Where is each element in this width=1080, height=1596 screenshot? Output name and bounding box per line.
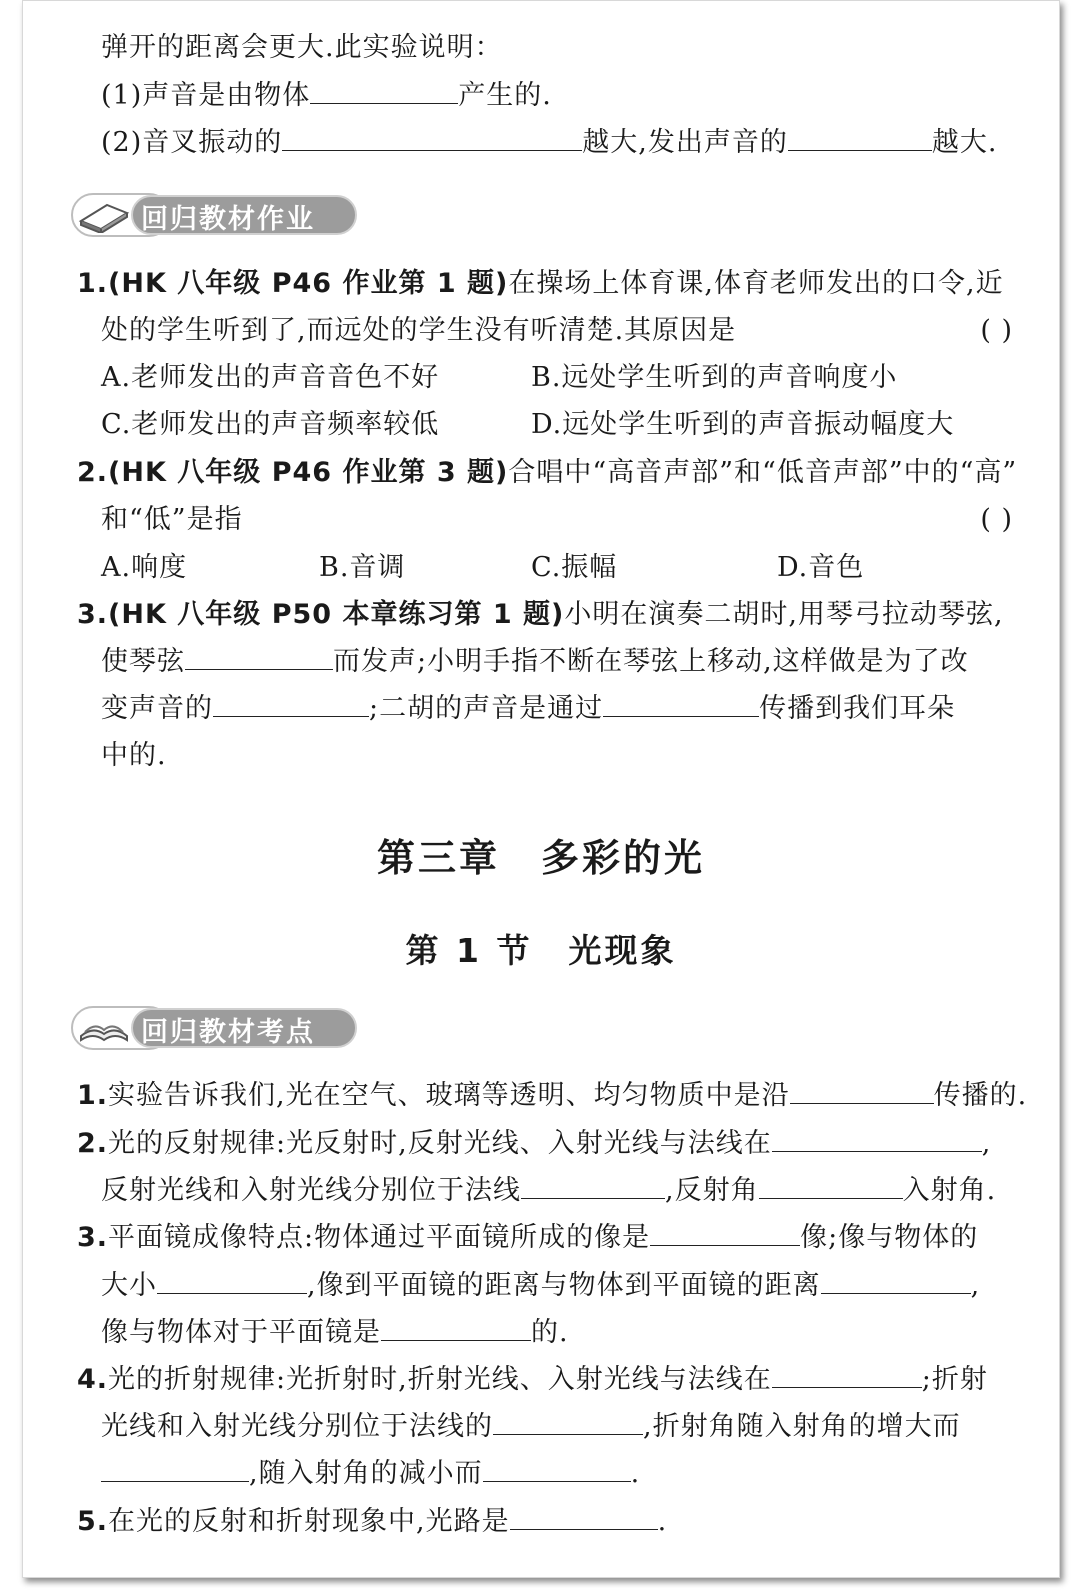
keypoint-2	[77, 1127, 1013, 1161]
answer-blank[interactable]	[603, 692, 759, 717]
keypoint-number: 2.	[77, 1128, 109, 1159]
answer-blank[interactable]	[772, 1127, 982, 1152]
banner-label: 回归教材考点	[141, 1017, 315, 1048]
keypoint-4-line-3	[101, 1457, 1013, 1491]
keypoint-text: 在光的反射和折射现象中,光路是	[108, 1506, 510, 1537]
question-3-line-3	[101, 692, 1013, 726]
text: 产生的.	[458, 80, 552, 111]
question-text: 中的.	[101, 740, 167, 771]
answer-parentheses[interactable]: ( )	[980, 315, 1013, 346]
question-text: 变声音的	[101, 693, 213, 724]
question-1-line-2	[101, 314, 1013, 348]
section-title: 第 1 节 光现象	[405, 931, 677, 970]
keypoint-text: ,	[981, 1128, 992, 1159]
answer-blank[interactable]	[185, 645, 333, 670]
question-source: (HK 八年级 P46 作业第 3 题)	[108, 457, 509, 488]
option-c[interactable]: C.老师发出的声音频率较低	[101, 409, 440, 440]
answer-blank[interactable]	[788, 126, 932, 151]
answer-blank[interactable]	[381, 1316, 531, 1341]
text: 越大.	[931, 127, 998, 158]
keypoint-text: ,反射角	[665, 1175, 759, 1206]
answer-blank[interactable]	[483, 1457, 631, 1482]
question-text: 小明在演奏二胡时,用琴弓拉动琴弦,	[564, 599, 1004, 630]
answer-blank[interactable]	[157, 1269, 307, 1294]
question-3-line-2	[101, 645, 1013, 679]
answer-blank[interactable]	[790, 1079, 934, 1104]
option-b[interactable]: B.音调	[319, 552, 406, 583]
keypoint-text: 像;像与物体的	[800, 1222, 979, 1253]
question-text: 而发声;小明手指不断在琴弦上移动,这样做是为了改	[333, 646, 969, 677]
keypoint-text: .	[630, 1458, 641, 1489]
option-c[interactable]: C.振幅	[531, 552, 618, 583]
open-book-icon	[77, 1010, 131, 1046]
worksheet-page	[22, 0, 1060, 1578]
keypoint-3-line-2	[101, 1269, 1013, 1303]
answer-blank[interactable]	[213, 692, 369, 717]
question-text: 传播到我们耳朵	[759, 693, 956, 724]
answer-blank[interactable]	[282, 126, 582, 151]
text: (1)声音是由物体	[101, 80, 311, 111]
book-icon	[77, 197, 131, 233]
question-source: (HK 八年级 P50 本章练习第 1 题)	[108, 599, 565, 630]
question-source: (HK 八年级 P46 作业第 1 题)	[108, 268, 509, 299]
keypoint-text: 平面镜成像特点:物体通过平面镜所成的像是	[108, 1222, 651, 1253]
option-d[interactable]: D.远处学生听到的声音振动幅度大	[531, 409, 955, 440]
keypoint-text: 的.	[531, 1317, 569, 1348]
question-number: 2.	[77, 457, 109, 488]
keypoint-3	[77, 1221, 1013, 1255]
keypoint-3-line-3	[101, 1316, 1013, 1350]
question-2-line-2	[101, 503, 1013, 537]
option-a[interactable]: A.老师发出的声音音色不好	[101, 362, 440, 393]
keypoint-text: 光的反射规律:光反射时,反射光线、入射光线与法线在	[108, 1128, 772, 1159]
text: 弹开的距离会更大.此实验说明：	[101, 32, 503, 63]
question-3-line-4	[101, 739, 1013, 773]
answer-blank[interactable]	[821, 1269, 971, 1294]
option-b[interactable]: B.远处学生听到的声音响度小	[531, 362, 898, 393]
keypoint-text: 入射角.	[902, 1175, 997, 1206]
question-number: 3.	[77, 599, 109, 630]
keypoint-text: ,	[970, 1270, 981, 1301]
answer-blank[interactable]	[493, 1410, 643, 1435]
question-number: 1.	[77, 268, 109, 299]
keypoint-4-line-2	[101, 1410, 1013, 1444]
keypoint-text: .	[657, 1506, 668, 1537]
question-text: 处的学生听到了,而远处的学生没有听清楚.其原因是	[101, 315, 737, 346]
keypoint-text: 大小	[101, 1270, 157, 1301]
homework-banner	[71, 193, 361, 237]
keypoint-text: 光的折射规律:光折射时,折射光线、入射光线与法线在	[108, 1364, 772, 1395]
intro-item-2	[101, 126, 1013, 160]
question-text: 在操场上体育课,体育老师发出的口令,近	[508, 268, 1004, 299]
question-text: ;二胡的声音是通过	[369, 693, 604, 724]
answer-blank[interactable]	[310, 79, 458, 104]
keypoint-number: 5.	[77, 1506, 109, 1537]
text: 越大,发出声音的	[582, 127, 788, 158]
keypoint-text: ,随入射角的减小而	[249, 1458, 483, 1489]
keypoint-1	[77, 1079, 1028, 1113]
keypoint-text: 像与物体对于平面镜是	[101, 1317, 381, 1348]
answer-blank[interactable]	[510, 1505, 658, 1530]
answer-blank[interactable]	[759, 1174, 903, 1199]
keypoint-text: ;折射	[921, 1364, 988, 1395]
chapter-title: 第三章 多彩的光	[376, 836, 705, 880]
question-text: 和“低”是指	[101, 504, 243, 535]
keypoint-number: 4.	[77, 1364, 109, 1395]
question-2	[77, 456, 1018, 490]
keypoint-text: 实验告诉我们,光在空气、玻璃等透明、均匀物质中是沿	[108, 1080, 790, 1111]
keypoint-2-line-2	[101, 1174, 1013, 1208]
answer-blank[interactable]	[650, 1221, 800, 1246]
intro-line	[101, 31, 1013, 65]
answer-parentheses[interactable]: ( )	[980, 504, 1013, 535]
answer-blank[interactable]	[772, 1363, 922, 1388]
question-1	[77, 267, 1013, 301]
question-3	[77, 598, 1013, 632]
keypoint-5	[77, 1505, 1013, 1539]
option-a[interactable]: A.响度	[101, 552, 188, 583]
answer-blank[interactable]	[521, 1174, 665, 1199]
keypoint-text: ,像到平面镜的距离与物体到平面镜的距离	[307, 1270, 821, 1301]
text: (2)音叉振动的	[101, 127, 283, 158]
answer-blank[interactable]	[101, 1457, 249, 1482]
keypoint-text: 传播的.	[933, 1080, 1028, 1111]
banner-label: 回归教材作业	[141, 204, 315, 235]
keypoint-text: ,折射角随入射角的增大而	[643, 1411, 961, 1442]
question-text: 合唱中“高音声部”和“低音声部”中的“高”	[508, 457, 1018, 488]
keypoint-number: 1.	[77, 1080, 109, 1111]
keypoints-banner	[71, 1006, 361, 1050]
question-text: 使琴弦	[101, 646, 185, 677]
option-d[interactable]: D.音色	[777, 552, 865, 583]
keypoint-text: 反射光线和入射光线分别位于法线	[101, 1175, 521, 1206]
keypoint-text: 光线和入射光线分别位于法线的	[101, 1411, 493, 1442]
intro-item-1	[101, 79, 1013, 113]
keypoint-4	[77, 1363, 1013, 1397]
keypoint-number: 3.	[77, 1222, 109, 1253]
